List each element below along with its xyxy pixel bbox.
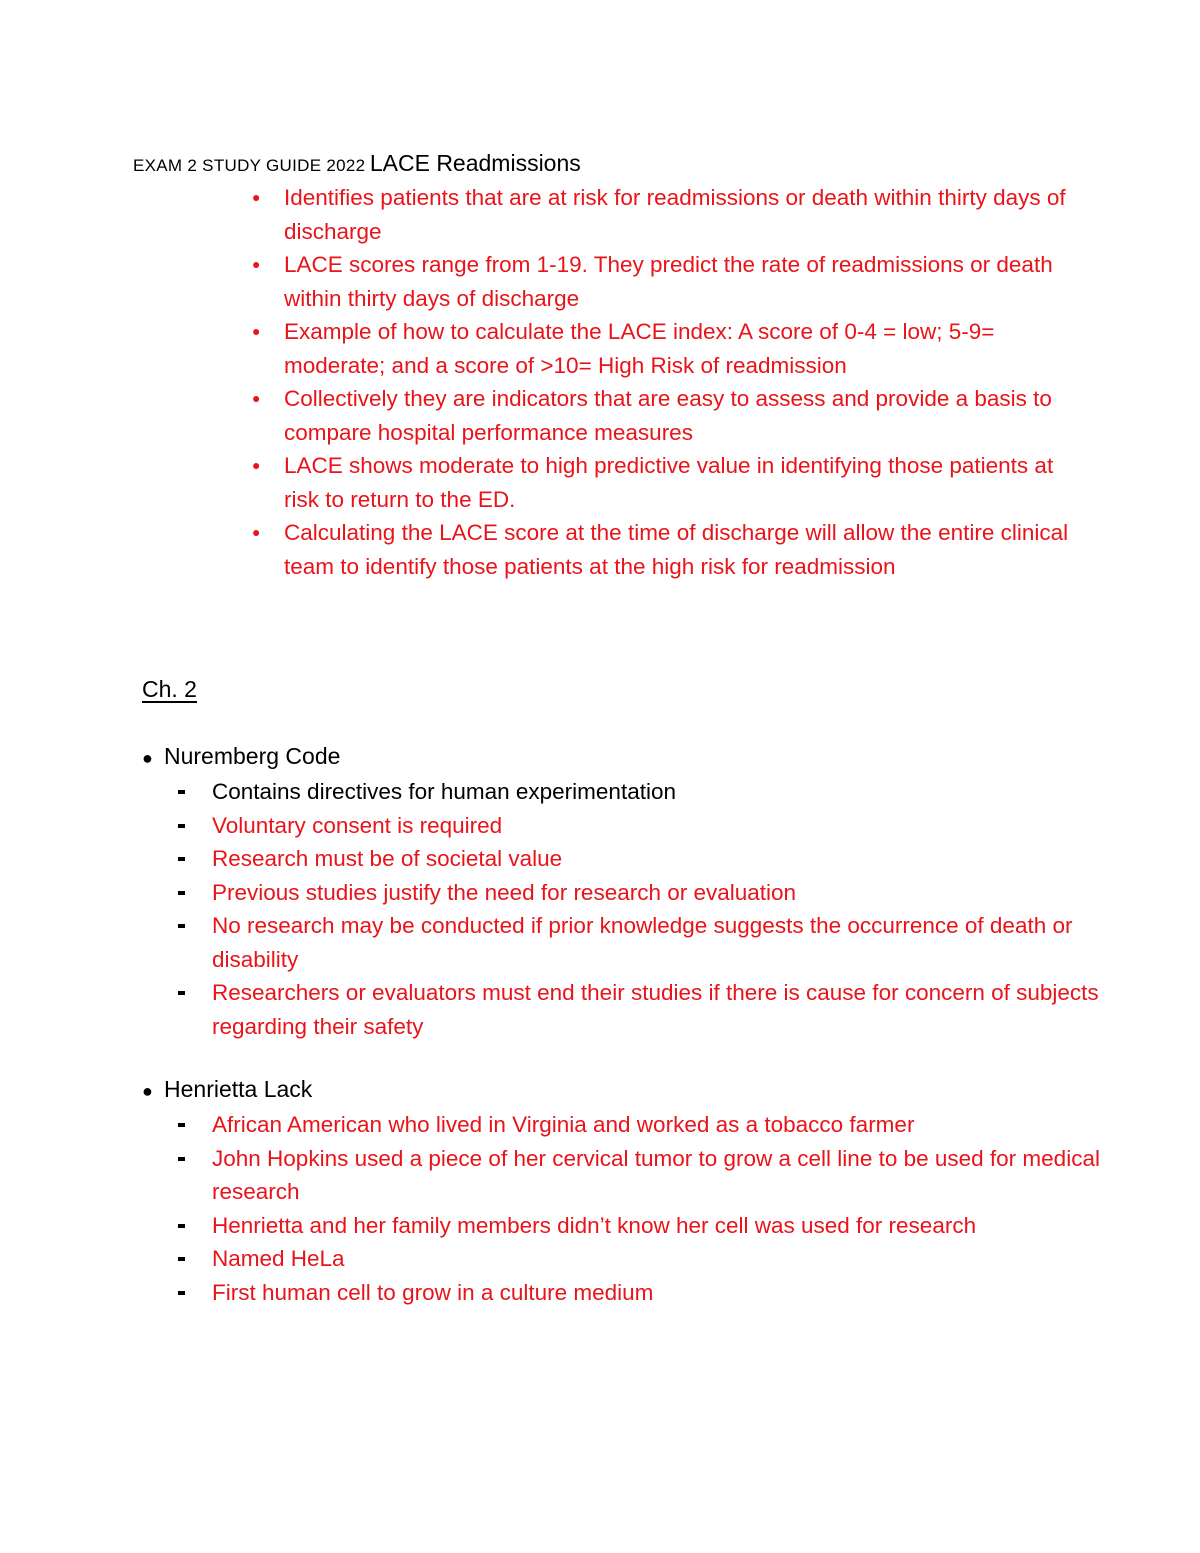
- bullet-icon: ●: [252, 256, 261, 272]
- list-item-text: Henrietta and her family members didn’t know her cell was used for research: [212, 1212, 977, 1238]
- section-heading: [142, 740, 1102, 775]
- square-bullet-icon: [178, 790, 185, 794]
- list-item-text: No research may be conducted if prior knowledge suggests the occurrence of death or disability: [212, 913, 1073, 972]
- list-item-text: Calculating the LACE score at the time of discharge will allow the entire clinical team to identify those patients at the high risk for readmission: [284, 520, 1069, 579]
- list-item-text: John Hopkins used a piece of her cervical tumor to grow a cell line to be used for medical research: [212, 1145, 1100, 1204]
- list-item-text: Contains directives for human experimentation: [212, 779, 676, 804]
- list-item: [142, 976, 1102, 1043]
- list-item: [250, 248, 1080, 315]
- henrietta-list: [142, 1108, 1102, 1309]
- section-heading: [142, 1073, 1102, 1108]
- list-item: [250, 449, 1080, 516]
- list-item-text: Researchers or evaluators must end their studies if there is cause for concern of subjects regarding their safety: [212, 980, 1099, 1039]
- list-item-text: Voluntary consent is required: [212, 812, 503, 838]
- list-item: [142, 1142, 1102, 1209]
- list-item: [250, 181, 1080, 248]
- square-bullet-icon: [178, 1291, 185, 1295]
- list-item: [142, 842, 1102, 876]
- chapter-heading: Ch. 2: [142, 676, 197, 702]
- list-item: [142, 1108, 1102, 1142]
- list-item: [142, 775, 1102, 809]
- list-item: [142, 876, 1102, 910]
- document-title: [133, 150, 581, 177]
- list-item-text: LACE scores range from 1-19. They predict the rate of readmissions or death within thirty days of discharge: [284, 252, 1053, 311]
- list-item-text: Collectively they are indicators that are easy to assess and provide a basis to compare hospital performance measures: [284, 386, 1052, 445]
- bullet-icon: ●: [252, 457, 261, 473]
- square-bullet-icon: [178, 991, 185, 995]
- title-exam: EXAM 2 STUDY GUIDE 2022: [133, 156, 366, 175]
- square-bullet-icon: [178, 1224, 185, 1228]
- list-item-text: Identifies patients that are at risk for readmissions or death within thirty days of discharge: [284, 185, 1066, 244]
- square-bullet-icon: [178, 1157, 185, 1161]
- square-bullet-icon: [178, 891, 185, 895]
- list-item: [142, 809, 1102, 843]
- list-item-text: Example of how to calculate the LACE index: A score of 0-4 = low; 5-9= moderate; and a score of >10= High Risk of readmission: [284, 319, 995, 378]
- nuremberg-list: [142, 775, 1102, 1043]
- square-bullet-icon: [178, 857, 185, 861]
- section-nuremberg-code: [142, 740, 1102, 1043]
- lace-bullet-list: [250, 181, 1080, 583]
- bullet-icon: ●: [142, 748, 153, 768]
- bullet-icon: ●: [252, 323, 261, 339]
- list-item: [142, 1209, 1102, 1243]
- square-bullet-icon: [178, 924, 185, 928]
- section-henrietta-lack: [142, 1073, 1102, 1309]
- square-bullet-icon: [178, 1123, 185, 1127]
- list-item-text: Research must be of societal value: [212, 846, 563, 871]
- list-item: [250, 315, 1080, 382]
- list-item-text: Named HeLa: [212, 1246, 345, 1271]
- title-topic: LACE Readmissions: [369, 150, 581, 176]
- list-item-text: First human cell to grow in a culture medium: [212, 1279, 654, 1305]
- bullet-icon: ●: [252, 390, 261, 406]
- bullet-icon: ●: [252, 189, 261, 205]
- bullet-icon: ●: [252, 524, 261, 540]
- list-item: [142, 1242, 1102, 1276]
- list-item: [250, 382, 1080, 449]
- section-heading-text: Henrietta Lack: [164, 1076, 313, 1102]
- list-item: [142, 1276, 1102, 1310]
- list-item-text: African American who lived in Virginia and worked as a tobacco farmer: [212, 1112, 915, 1137]
- list-item-text: LACE shows moderate to high predictive value in identifying those patients at risk to return to the ED.: [284, 453, 1054, 512]
- square-bullet-icon: [178, 1257, 185, 1261]
- list-item-text: Previous studies justify the need for research or evaluation: [212, 879, 797, 905]
- list-item: [142, 909, 1102, 976]
- square-bullet-icon: [178, 824, 185, 828]
- section-heading-text: Nuremberg Code: [164, 743, 341, 769]
- bullet-icon: ●: [142, 1081, 153, 1101]
- list-item: [250, 516, 1080, 583]
